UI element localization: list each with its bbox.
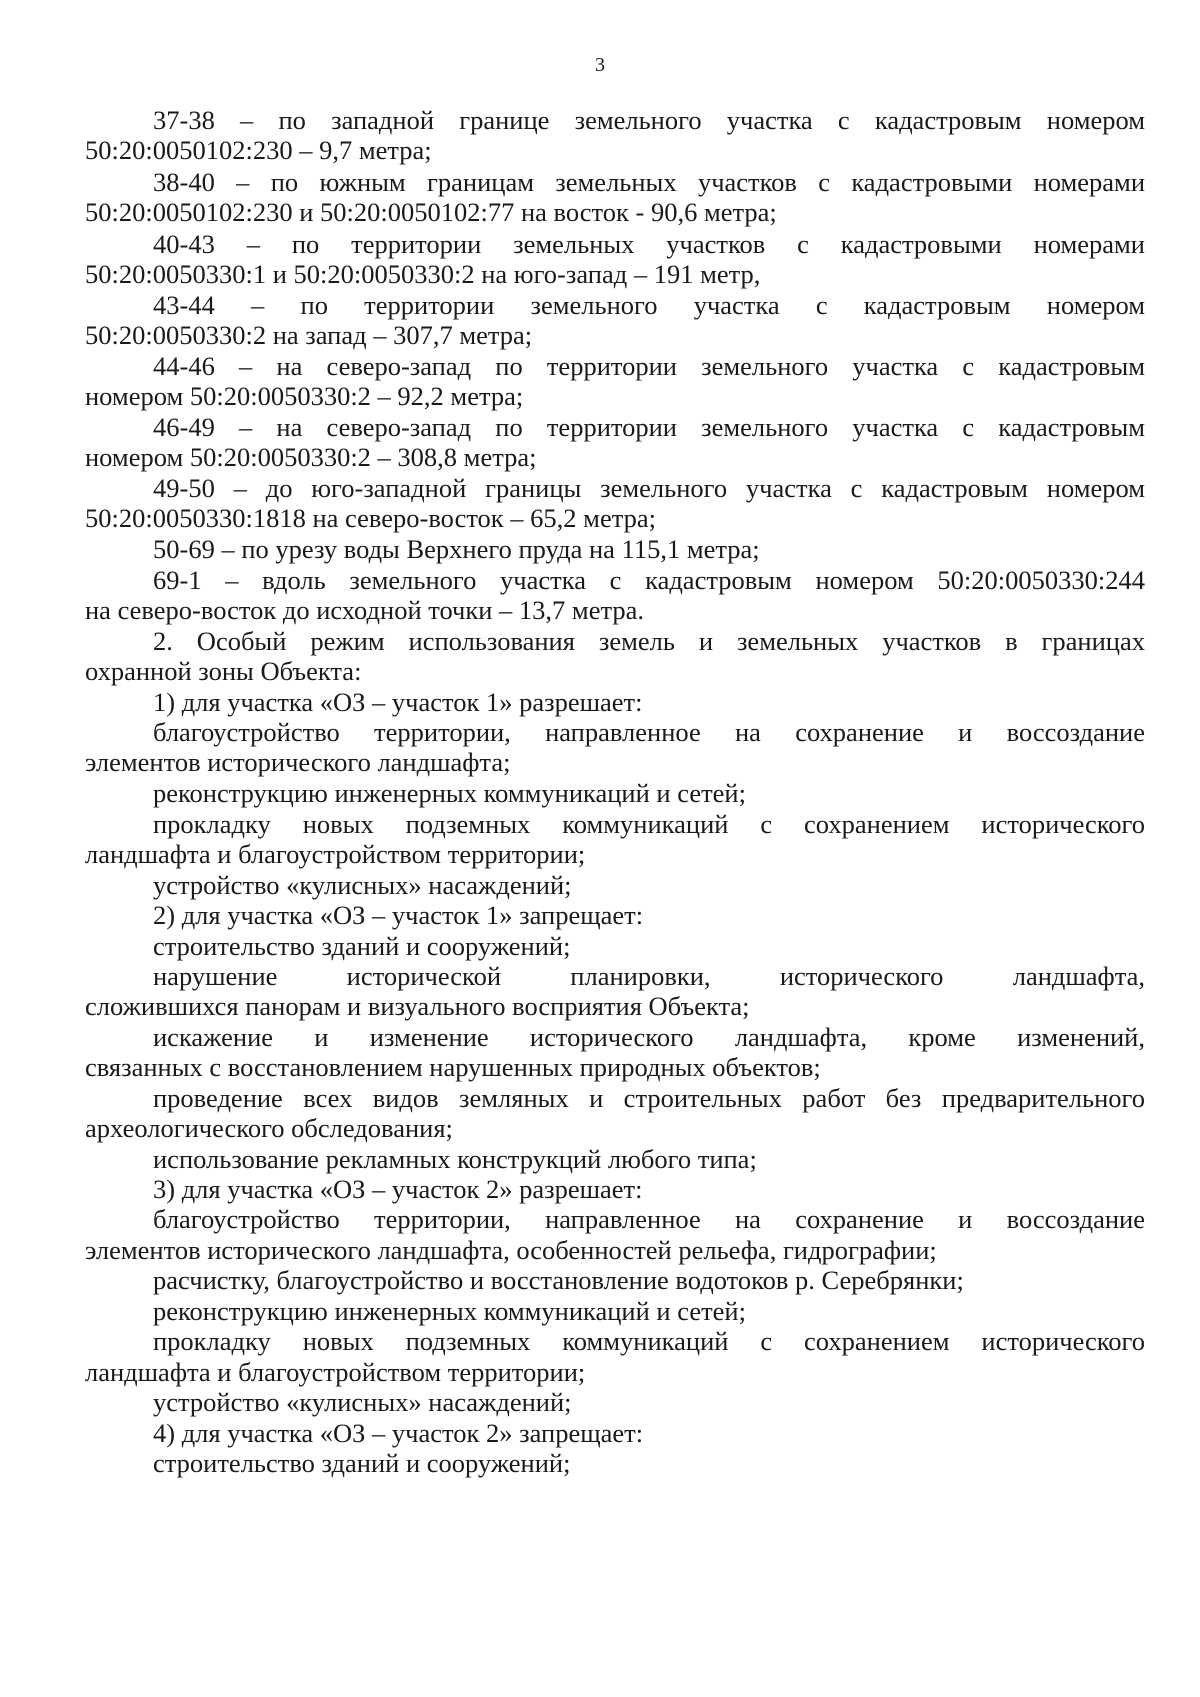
text-line: 2. Особый режим использования земель и земельных участков в границах [153, 626, 1145, 656]
text-line: 37-38 – по западной границе земельного участка с кадастровым номером [153, 105, 1145, 135]
text-line: 49-50 – до юго-западной границы земельного участка с кадастровым номером [153, 473, 1145, 503]
text-line: 2) для участка «ОЗ – участок 1» запрещает: [153, 900, 644, 930]
page-number: 3 [595, 54, 605, 76]
text-line: использование рекламных конструкций любого типа; [153, 1144, 757, 1174]
text-line: на северо-восток до исходной точки – 13,7 метра. [85, 595, 644, 625]
text-line: связанных с восстановлением нарушенных природных объектов; [85, 1052, 821, 1082]
text-line: 46-49 – на северо-запад по территории земельного участка с кадастровым [153, 412, 1145, 442]
text-line: археологического обследования; [85, 1113, 453, 1143]
text-line: благоустройство территории, направленное на сохранение и воссоздание [153, 1204, 1145, 1234]
text-line: сложившихся панорам и визуального восприятия Объекта; [85, 991, 750, 1021]
text-line: устройство «кулисных» насаждений; [153, 870, 572, 900]
text-line: строительство зданий и сооружений; [153, 1448, 571, 1478]
text-line: номером 50:20:0050330:2 – 92,2 метра; [85, 381, 524, 411]
text-line: расчистку, благоустройство и восстановление водотоков р. Серебрянки; [153, 1265, 964, 1295]
text-line: 50:20:0050102:230 – 9,7 метра; [85, 135, 432, 165]
text-line: элементов исторического ландшафта, особенностей рельефа, гидрографии; [85, 1235, 937, 1265]
text-line: номером 50:20:0050330:2 – 308,8 метра; [85, 442, 537, 472]
text-line: проведение всех видов земляных и строительных работ без предварительного [153, 1083, 1145, 1113]
text-line: 69-1 – вдоль земельного участка с кадастровым номером 50:20:0050330:244 [153, 565, 1145, 595]
text-line: прокладку новых подземных коммуникаций с сохранением исторического [153, 809, 1145, 839]
text-line: ландшафта и благоустройством территории; [85, 839, 586, 869]
text-line: 50:20:0050330:1818 на северо-восток – 65,2 метра; [85, 503, 656, 533]
text-line: 50:20:0050330:2 на запад – 307,7 метра; [85, 320, 533, 350]
text-line: устройство «кулисных» насаждений; [153, 1387, 572, 1417]
text-line: 50-69 – по урезу воды Верхнего пруда на 115,1 метра; [153, 534, 760, 564]
text-line: реконструкцию инженерных коммуникаций и сетей; [153, 1296, 746, 1326]
text-line: 3) для участка «ОЗ – участок 2» разрешает: [153, 1174, 643, 1204]
text-line: прокладку новых подземных коммуникаций с сохранением исторического [153, 1326, 1145, 1356]
text-line: 40-43 – по территории земельных участков с кадастровыми номерами [153, 229, 1145, 259]
text-line: элементов исторического ландшафта; [85, 747, 511, 777]
text-line: 43-44 – по территории земельного участка с кадастровым номером [153, 290, 1145, 320]
text-line: 44-46 – на северо-запад по территории земельного участка с кадастровым [153, 351, 1145, 381]
text-line: нарушение исторической планировки, исторического ландшафта, [153, 961, 1145, 991]
text-line: 1) для участка «ОЗ – участок 1» разрешает: [153, 687, 643, 717]
text-line: 50:20:0050102:230 и 50:20:0050102:77 на восток - 90,6 метра; [85, 197, 777, 227]
text-line: реконструкцию инженерных коммуникаций и сетей; [153, 778, 746, 808]
text-line: 38-40 – по южным границам земельных участков с кадастровыми номерами [153, 167, 1145, 197]
text-line: строительство зданий и сооружений; [153, 931, 571, 961]
text-line: искажение и изменение исторического ландшафта, кроме изменений, [153, 1022, 1145, 1052]
text-line: охранной зоны Объекта: [85, 656, 362, 686]
text-line: 4) для участка «ОЗ – участок 2» запрещает: [153, 1418, 644, 1448]
text-line: благоустройство территории, направленное на сохранение и воссоздание [153, 717, 1145, 747]
text-line: 50:20:0050330:1 и 50:20:0050330:2 на юго-запад – 191 метр, [85, 259, 761, 289]
text-line: ландшафта и благоустройством территории; [85, 1357, 586, 1387]
